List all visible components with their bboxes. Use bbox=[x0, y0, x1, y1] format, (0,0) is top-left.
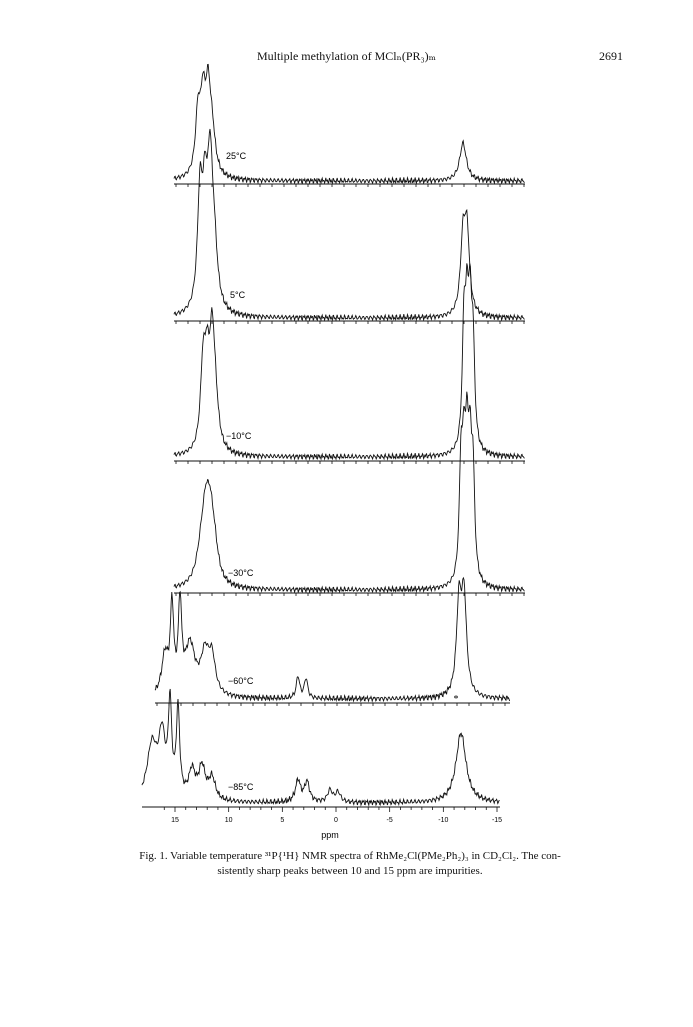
caption-line-1: Fig. 1. Variable temperature ³¹P{¹H} NMR spectra of RhMe₂Cl(PMe₂Ph₂)₃ in CD₂Cl₂. The con- bbox=[139, 850, 561, 862]
spectrum-trace bbox=[174, 64, 524, 183]
spectrum-trace bbox=[174, 392, 524, 592]
spectrum-panel bbox=[174, 392, 525, 596]
spectrum-panel bbox=[174, 64, 525, 187]
figure-caption bbox=[110, 849, 590, 879]
temperature-label: −10°C bbox=[226, 431, 252, 441]
axis-tick-labels bbox=[171, 817, 502, 824]
axis-ticks bbox=[164, 807, 497, 812]
temperature-label: −60°C bbox=[228, 676, 254, 686]
temperature-label: 25°C bbox=[226, 151, 247, 161]
axis-tick-label: 10 bbox=[224, 817, 233, 824]
temperature-label: −85°C bbox=[228, 782, 254, 792]
ppm-axis bbox=[142, 807, 502, 840]
spectrum-trace bbox=[155, 578, 510, 701]
page-number: 2691 bbox=[599, 49, 623, 63]
temperature-label: 5°C bbox=[230, 290, 246, 300]
axis-tick-label: -10 bbox=[438, 817, 449, 824]
axis-tick-label: 5 bbox=[280, 817, 285, 824]
spectrum-panel bbox=[142, 689, 500, 805]
running-title: Multiple methylation of MClₙ(PR₃)ₘ bbox=[256, 49, 437, 63]
asterisk-mark: * bbox=[453, 694, 459, 705]
spectrum-trace bbox=[142, 689, 500, 805]
spectrum-panel bbox=[155, 578, 510, 706]
temperature-label: −30°C bbox=[228, 568, 254, 578]
axis-tick-label: 0 bbox=[334, 817, 338, 824]
axis-unit: ppm bbox=[321, 830, 339, 840]
axis-tick-label: -15 bbox=[491, 817, 503, 824]
axis-tick-label: -5 bbox=[386, 817, 393, 824]
spectra-stack bbox=[142, 64, 525, 805]
axis-tick-label: 15 bbox=[171, 817, 179, 824]
caption-line-2: sistently sharp peaks between 10 and 15 ppm are impurities. bbox=[217, 865, 483, 877]
